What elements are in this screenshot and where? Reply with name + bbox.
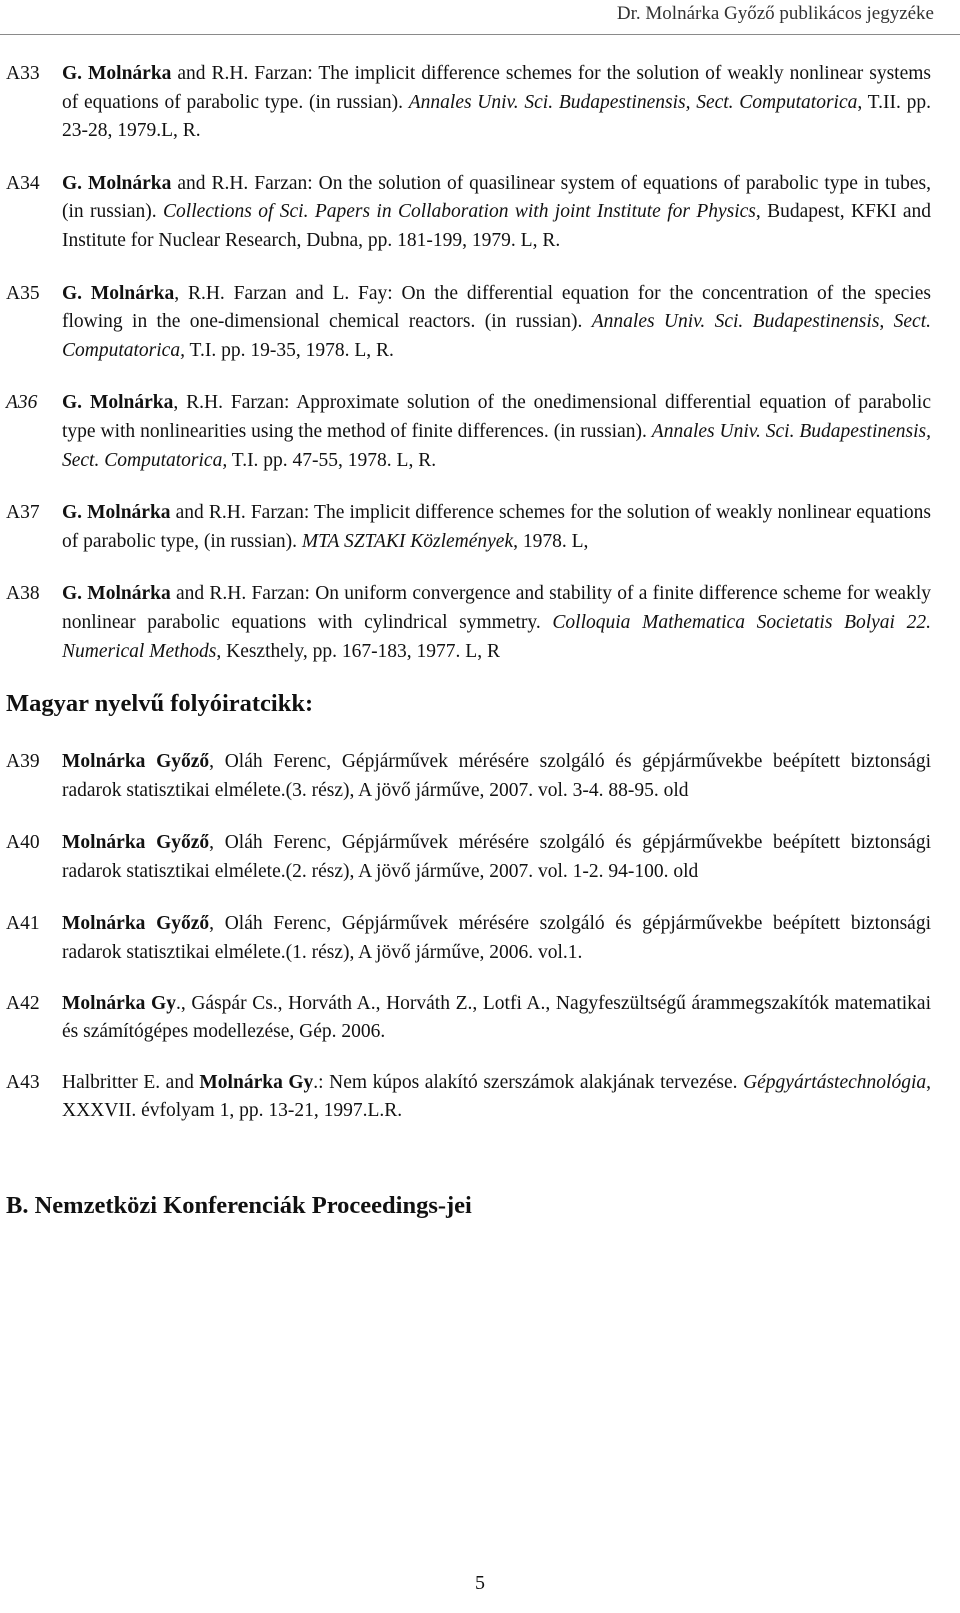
entry-code: A42 <box>6 992 40 1014</box>
entry-author: Molnárka Győző <box>62 751 210 773</box>
publication-entry <box>6 280 931 366</box>
entry-code: A35 <box>6 282 40 304</box>
entry-author: Molnárka Győző <box>62 832 210 854</box>
publication-entry <box>6 829 931 886</box>
header-divider <box>0 34 960 35</box>
publication-entry <box>6 748 931 805</box>
entry-code: A43 <box>6 1071 40 1093</box>
entry-tail: , Keszthely, pp. 167-183, 1977. L, R <box>216 640 500 662</box>
entry-tail: , XXXVII. évfolyam 1, pp. 13-21, 1997.L.R. <box>62 1071 931 1122</box>
entry-code: A36 <box>6 392 38 414</box>
entry-text: and R.H. Farzan: The implicit difference schemes for the solution of weakly nonlinear equations of parabolic type, (in russian). <box>62 502 931 552</box>
entry-text: , Oláh Ferenc, Gépjárművek mérésére szolgáló és gépjárművekbe beépített biztonsági radarok statisztikai elmélete.(1. rész), A jövő járműve, 2006. vol.1. <box>62 913 931 964</box>
entry-code: A39 <box>6 751 40 773</box>
entry-text: , Oláh Ferenc, Gépjárművek mérésére szolgáló és gépjárművekbe beépített biztonsági radarok statisztikai elmélete.(3. rész), A jövő járműve, 2007. vol. 3-4. 88-95. old <box>62 751 931 801</box>
entry-venue: Colloquia Mathematica Societatis Bolyai 22. Numerical Methods <box>62 611 931 662</box>
entry-author: G. Molnárka <box>62 583 171 605</box>
entry-tail: T.I. pp. 47-55, 1978. L, R. <box>227 449 437 471</box>
entry-text: , R.H. Farzan: Approximate solution of the onedimensional differential equation of parabolic type with nonlinearities using the method of finite differences. (in russian). <box>62 392 931 442</box>
entry-text: and R.H. Farzan: The implicit difference schemes for the solution of weakly nonlinear systems of equations of parabolic type. (in russian). <box>62 63 931 113</box>
entry-author: G. Molnárka <box>62 502 171 524</box>
entry-code: A40 <box>6 832 40 854</box>
page-number: 5 <box>475 1572 485 1594</box>
entry-code: A41 <box>6 913 40 935</box>
entry-lead: Halbritter E. and <box>62 1071 200 1093</box>
entry-tail: , 1978. L, <box>513 530 589 552</box>
entry-code: A37 <box>6 502 40 524</box>
entry-author: G. Molnárka <box>62 392 174 414</box>
entry-author: Molnárka Győző <box>62 913 210 935</box>
entry-author: G. Molnárka <box>62 63 172 84</box>
entry-tail: , T.II. pp. 23-28, 1979.L, R. <box>62 91 931 142</box>
entry-tail: T.I. pp. 19-35, 1978. L, R. <box>184 339 394 361</box>
entry-author: Molnárka Gy <box>199 1071 314 1093</box>
section-heading-hungarian-journals: Magyar nyelvű folyóiratcikk: <box>6 690 314 718</box>
entry-text: ., Gáspár Cs., Horváth A., Horváth Z., Lotfi A., Nagyfeszültségű árammegszakítók matematikai és számítógépes modellezése, Gép. 2006. <box>62 992 931 1043</box>
entry-text: and R.H. Farzan: On uniform convergence and stability of a finite difference scheme for weakly nonlinear parabolic equations with cylindrical symmetry. <box>62 583 931 633</box>
entry-venue: Annales Univ. Sci. Budapestinensis, Sect. Computatorica, <box>62 311 931 361</box>
entry-author: Molnárka Gy <box>62 992 176 1014</box>
running-header: Dr. Molnárka Győző publikácos jegyzéke <box>616 3 934 24</box>
entry-text: and R.H. Farzan: On the solution of quasilinear system of equations of parabolic type in tubes, (in russian). <box>62 172 931 223</box>
entry-code: A34 <box>6 172 40 194</box>
entry-author: G. Molnárka <box>62 172 172 194</box>
entry-venue: Annales Univ. Sci. Budapestinensis, Sect. Computatorica, <box>62 420 932 471</box>
entry-text: , R.H. Farzan and L. Fay: On the differential equation for the concentration of the species flowing in the one-dimensional chemical reactors. (in russian). <box>62 282 931 333</box>
publication-entry <box>6 389 931 475</box>
publication-entry <box>6 60 931 146</box>
entry-venue: Collections of Sci. Papers in Collaboration with joint Institute for Physics <box>163 201 756 223</box>
publication-list <box>6 60 931 1250</box>
entry-venue: Gépgyártástechnológia <box>743 1071 927 1093</box>
entry-tail: , Budapest, KFKI and Institute for Nuclear Research, Dubna, pp. 181-199, 1979. L, R. <box>62 201 931 251</box>
publication-entry <box>6 499 931 556</box>
entry-code: A33 <box>6 63 40 84</box>
publication-entry <box>6 1069 931 1126</box>
entry-text: , Oláh Ferenc, Gépjárművek mérésére szolgáló és gépjárművekbe beépített biztonsági radarok statisztikai elmélete.(2. rész), A jövő járműve, 2007. vol. 1-2. 94-100. old <box>62 832 931 882</box>
entry-venue: Annales Univ. Sci. Budapestinensis, Sect. Computatorica <box>408 91 858 113</box>
entry-text: .: Nem kúpos alakító szerszámok alakjának tervezése. <box>313 1071 744 1093</box>
section-heading-international-proceedings: B. Nemzetközi Konferenciák Proceedings-jei <box>6 1192 472 1220</box>
publication-entry <box>6 580 931 666</box>
publication-entry <box>6 170 931 256</box>
publication-entry <box>6 990 931 1047</box>
entry-venue: MTA SZTAKI Közlemények <box>301 530 514 552</box>
entry-author: G. Molnárka <box>62 282 175 304</box>
entry-code: A38 <box>6 583 40 605</box>
publication-entry <box>6 910 931 967</box>
